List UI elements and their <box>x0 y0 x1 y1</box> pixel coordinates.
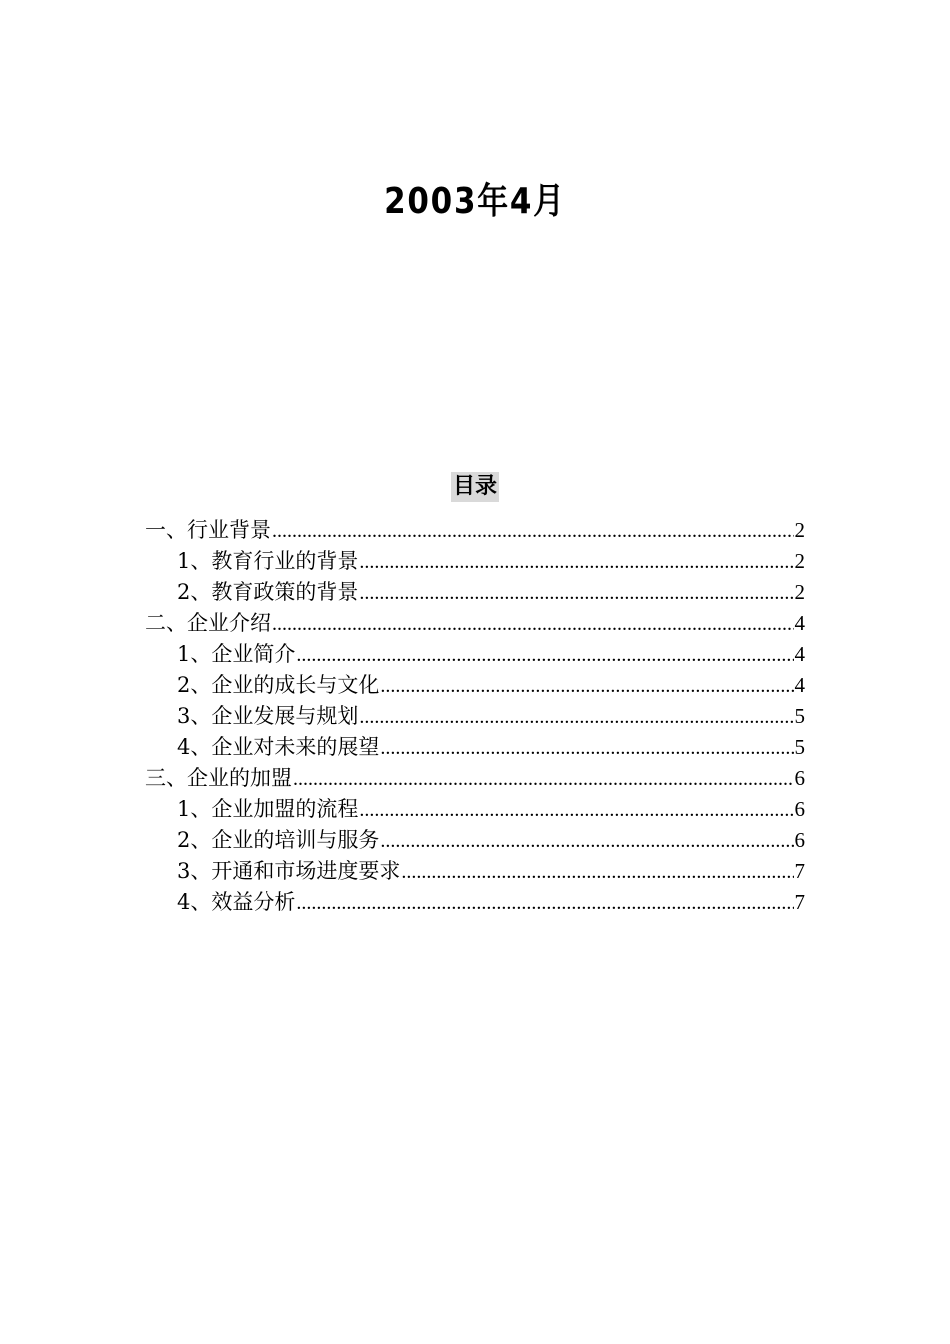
toc-dot-leader <box>380 826 793 857</box>
toc-subsection-entry[interactable] <box>145 732 805 763</box>
toc-page-number: 6 <box>794 828 805 852</box>
toc-page-number: 2 <box>794 580 805 604</box>
toc-dot-leader <box>272 609 794 640</box>
toc-page-number: 7 <box>794 890 805 914</box>
toc-dot-leader <box>359 547 793 578</box>
toc-section-entry[interactable] <box>145 763 805 794</box>
toc-dot-leader <box>401 857 793 888</box>
toc-entry-label: 2、企业的培训与服务 <box>177 828 380 852</box>
date-title: 2003年4月 <box>384 181 566 222</box>
toc-subsection-entry[interactable] <box>145 670 805 701</box>
toc-entry-label: 1、教育行业的背景 <box>177 549 359 573</box>
toc-subsection-entry[interactable] <box>145 701 805 732</box>
toc-entry-label: 1、企业加盟的流程 <box>177 797 359 821</box>
toc-subsection-entry[interactable] <box>145 825 805 856</box>
toc-dot-leader <box>359 578 793 609</box>
toc-page-number: 4 <box>794 642 805 666</box>
toc-page-number: 2 <box>794 518 805 542</box>
toc-page-number: 2 <box>794 549 805 573</box>
toc-entry-label: 3、企业发展与规划 <box>177 704 359 728</box>
toc-entry-label: 4、效益分析 <box>177 890 296 914</box>
toc-dot-leader <box>380 733 793 764</box>
toc-dot-leader <box>296 888 793 919</box>
toc-dot-leader <box>293 764 794 795</box>
table-of-contents <box>145 515 805 918</box>
toc-entry-label: 2、教育政策的背景 <box>177 580 359 604</box>
toc-subsection-entry[interactable] <box>145 794 805 825</box>
toc-dot-leader <box>359 795 793 826</box>
toc-subsection-entry[interactable] <box>145 546 805 577</box>
toc-entry-label: 4、企业对未来的展望 <box>177 735 380 759</box>
toc-subsection-entry[interactable] <box>145 856 805 887</box>
toc-page-number: 6 <box>794 797 805 821</box>
toc-entry-label: 一、行业背景 <box>145 518 271 542</box>
toc-section-entry[interactable] <box>145 608 805 639</box>
toc-heading-container <box>0 472 950 502</box>
toc-page-number: 6 <box>794 766 805 790</box>
toc-page-number: 7 <box>794 859 805 883</box>
toc-subsection-entry[interactable] <box>145 887 805 918</box>
toc-entry-label: 三、企业的加盟 <box>145 766 292 790</box>
toc-entry-label: 1、企业简介 <box>177 642 296 666</box>
toc-entry-label: 3、开通和市场进度要求 <box>177 859 401 883</box>
toc-page-number: 4 <box>794 673 805 697</box>
toc-entry-label: 二、企业介绍 <box>145 611 271 635</box>
toc-dot-leader <box>359 702 793 733</box>
toc-page-number: 5 <box>794 735 805 759</box>
toc-heading: 目录 <box>451 472 499 502</box>
toc-entry-label: 2、企业的成长与文化 <box>177 673 380 697</box>
toc-section-entry[interactable] <box>145 515 805 546</box>
toc-dot-leader <box>296 640 793 671</box>
toc-subsection-entry[interactable] <box>145 639 805 670</box>
toc-subsection-entry[interactable] <box>145 577 805 608</box>
toc-dot-leader <box>380 671 793 702</box>
toc-page-number: 4 <box>794 611 805 635</box>
toc-dot-leader <box>272 516 794 547</box>
toc-page-number: 5 <box>794 704 805 728</box>
